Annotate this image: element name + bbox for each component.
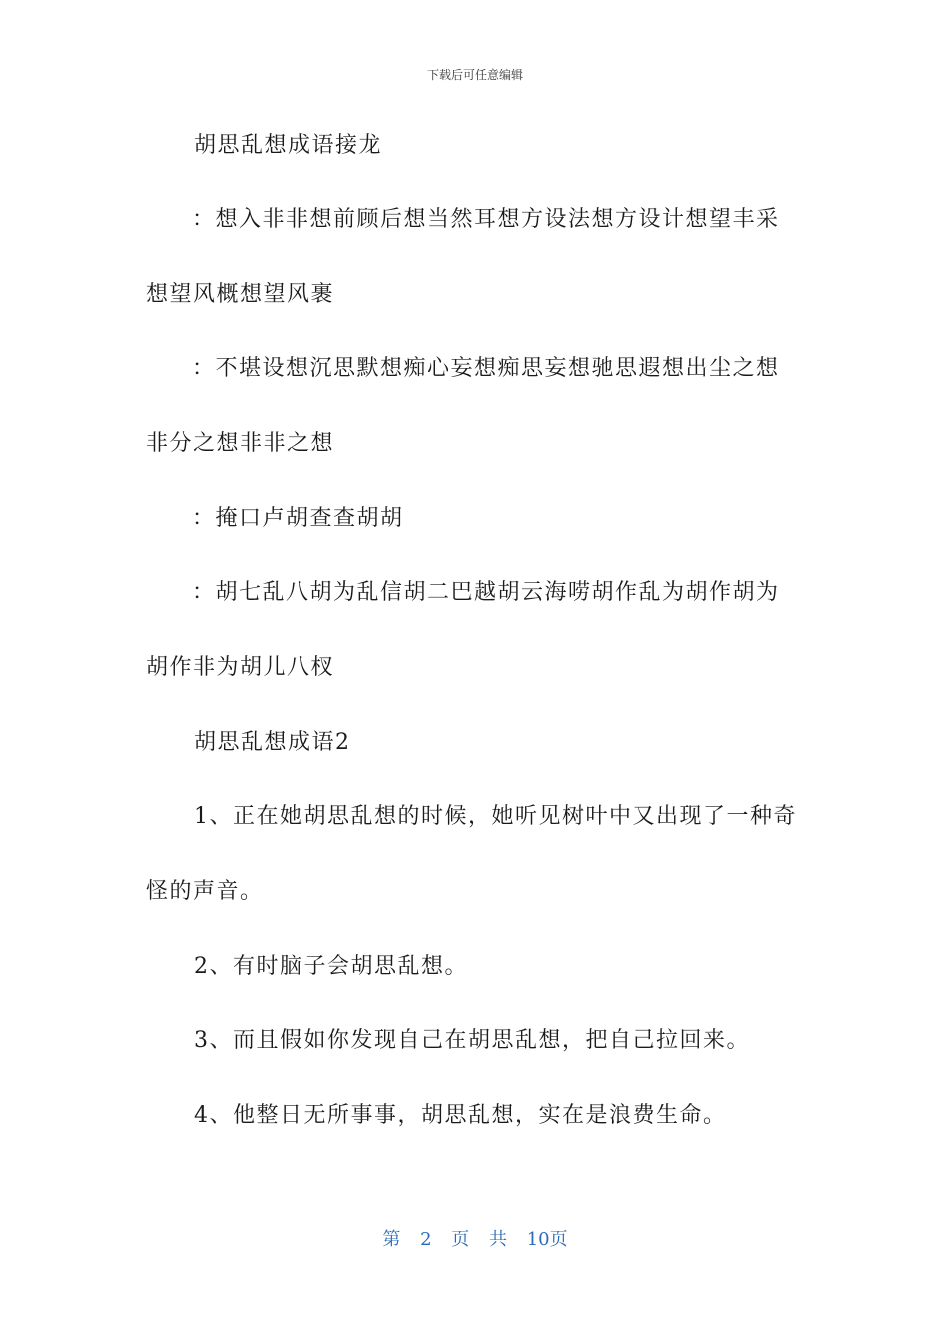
- paragraph-line: 3、而且假如你发现自己在胡思乱想，把自己拉回来。: [194, 1028, 750, 1053]
- section-title-solitaire: 胡思乱想成语接龙: [194, 133, 383, 158]
- page-header: 下载后可任意编辑: [426, 68, 523, 82]
- footer-page-number: 2: [420, 1229, 432, 1250]
- paragraph-line: 想望风概想望风裹: [146, 282, 335, 307]
- paragraph-line: 怪的声音。: [146, 879, 264, 904]
- paragraph-line: 2、有时脑子会胡思乱想。: [194, 954, 468, 979]
- paragraph-line: ：掩口卢胡查查胡胡: [192, 506, 404, 531]
- footer-label-di: 第: [382, 1229, 401, 1250]
- paragraph-line: 非分之想非非之想: [146, 431, 335, 456]
- paragraph-line: 胡作非为胡儿八杈: [146, 655, 335, 680]
- section-title-examples: 胡思乱想成语2: [194, 730, 351, 755]
- page-footer: [0, 1225, 950, 1251]
- paragraph-line: ：想入非非想前顾后想当然耳想方设法想方设计想望丰采: [192, 207, 780, 232]
- paragraph-line: 1、正在她胡思乱想的时候，她听见树叶中又出现了一种奇: [194, 804, 797, 829]
- paragraph-line: 4、他整日无所事事，胡思乱想，实在是浪费生命。: [194, 1103, 727, 1128]
- paragraph-line: ：不堪设想沉思默想痴心妄想痴思妄想驰思遐想出尘之想: [192, 356, 780, 381]
- footer-label-gong: 共: [489, 1229, 507, 1250]
- footer-label-ye: 页: [451, 1229, 470, 1250]
- paragraph-line: ：胡七乱八胡为乱信胡二巴越胡云海唠胡作乱为胡作胡为: [192, 580, 780, 605]
- footer-total-pages: 10页: [526, 1229, 568, 1250]
